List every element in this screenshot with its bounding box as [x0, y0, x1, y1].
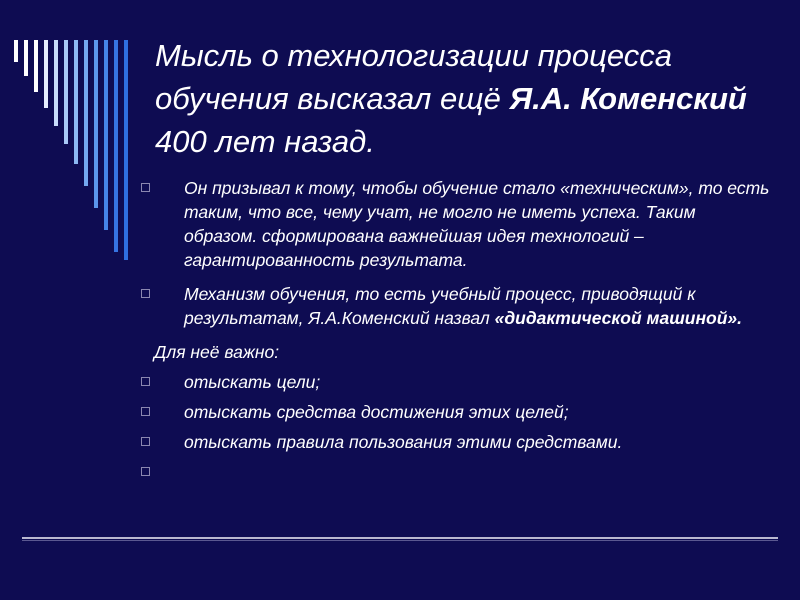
empty-list-item: [132, 460, 772, 484]
list-item-text: отыскать цели;: [184, 372, 321, 392]
square-bullet-icon: [141, 467, 150, 476]
paragraph-1-text: Он призывал к тому, чтобы обучение стало «техническим», то есть таким, что все, чему учат, не могло не иметь успеха. Таким образом. сформирована важнейшая идея технологий – гарантированность результата.: [184, 178, 770, 270]
title-part2: 400 лет назад.: [155, 124, 375, 159]
bar-2: [24, 40, 28, 76]
square-bullet-icon: [141, 183, 150, 192]
square-bullet-icon: [141, 377, 150, 386]
decorative-bars: [0, 0, 140, 260]
bar-9: [94, 40, 98, 208]
subheading: Для неё важно:: [154, 342, 280, 362]
paragraph-2: [132, 282, 772, 330]
list-item: [132, 400, 772, 424]
bar-3: [34, 40, 38, 92]
list-item: [132, 430, 772, 454]
square-bullet-icon: [141, 407, 150, 416]
list-item-text: отыскать средства достижения этих целей;: [184, 402, 569, 422]
list-item-text: отыскать правила пользования этими средствами.: [184, 432, 623, 452]
bar-5: [54, 40, 58, 126]
slide-title: [155, 34, 775, 163]
paragraph-1: [132, 176, 772, 272]
paragraph-2-bold: «дидактической машиной».: [494, 308, 742, 328]
square-bullet-icon: [141, 437, 150, 446]
title-part1: Мысль о технологизации процесса обучения высказал ещё: [155, 38, 672, 116]
title-bold: Я.А. Коменский: [509, 81, 747, 116]
bottom-divider: [22, 537, 778, 539]
list-item: [132, 370, 772, 394]
bar-4: [44, 40, 48, 108]
bar-6: [64, 40, 68, 144]
bar-11: [114, 40, 118, 252]
square-bullet-icon: [141, 289, 150, 298]
bar-1: [14, 40, 18, 62]
bar-8: [84, 40, 88, 186]
bottom-divider-shadow: [22, 540, 778, 541]
paragraph-2-text: Механизм обучения, то есть учебный процесс, приводящий к результатам, Я.А.Коменский назвал: [184, 284, 696, 328]
bar-12: [124, 40, 128, 260]
bar-7: [74, 40, 78, 164]
slide-body: [132, 176, 772, 490]
bar-10: [104, 40, 108, 230]
